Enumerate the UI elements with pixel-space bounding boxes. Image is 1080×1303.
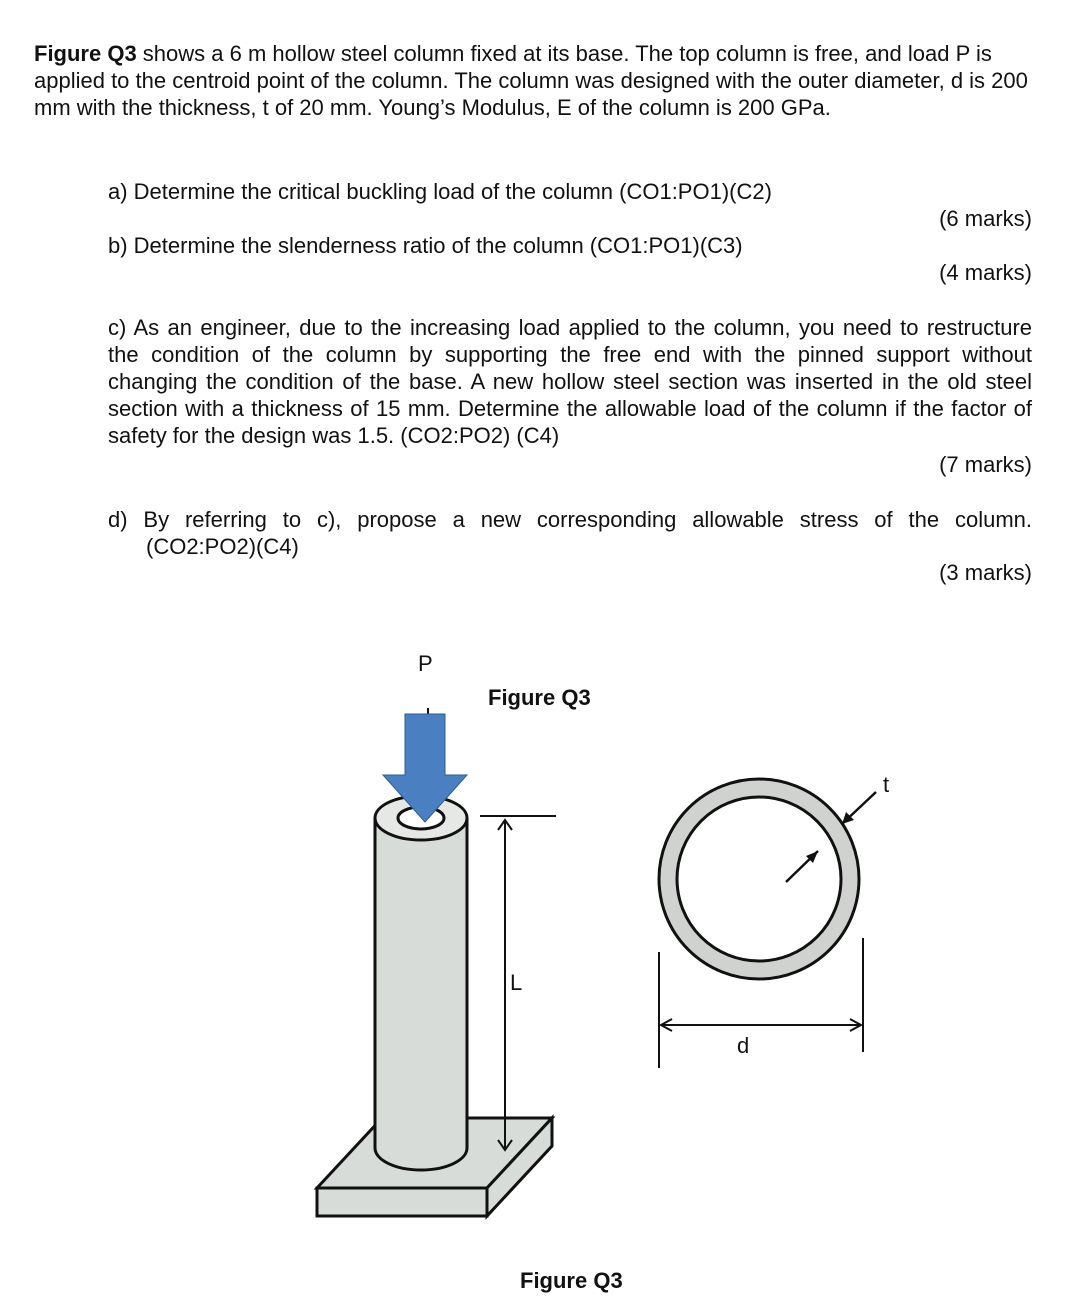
hollow-column (375, 796, 467, 1170)
marks-b: (4 marks) (939, 260, 1032, 285)
load-label-p: P (418, 651, 433, 676)
cross-section-ring (659, 779, 859, 979)
question-a: a) Determine the critical buckling load of the column (CO1:PO1)(C2) (108, 179, 772, 204)
marks-a: (6 marks) (939, 206, 1032, 231)
diameter-label-d: d (737, 1033, 750, 1058)
question-d-line1: d) By referring to c), propose a new corresponding allowable stress of the column. (108, 507, 1032, 532)
figure-reference: Figure Q3 (34, 41, 137, 66)
question-d-line2: (CO2:PO2)(C4) (146, 534, 299, 559)
thickness-label-t: t (883, 772, 890, 797)
length-label-l: L (510, 970, 523, 995)
marks-c: (7 marks) (939, 452, 1032, 477)
intro-text: shows a 6 m hollow steel column fixed at its base. The top column is free, and load P is applied to the centroid point of the column. The column was designed with the outer diameter, d is 200 mm with the thickness, t of 20 mm. Young’s Modulus, E of the column is 200 GPa. (34, 41, 1028, 120)
question-c: c) As an engineer, due to the increasing load applied to the column, you need to restructure the condition of the column by supporting the free end with the pinned support without changing the condition of the base. A new hollow steel section was inserted in the old steel section with a thickness of 15 mm. Determine the allowable load of the column if the factor of safety for the design was 1.5. (CO2:PO2) (C4) (108, 315, 1032, 448)
question-b: b) Determine the slenderness ratio of the column (CO1:PO1)(C3) (108, 233, 743, 258)
marks-d: (3 marks) (939, 560, 1032, 585)
figure-title: Figure Q3 (488, 685, 591, 710)
figure-caption: Figure Q3 (520, 1268, 623, 1293)
